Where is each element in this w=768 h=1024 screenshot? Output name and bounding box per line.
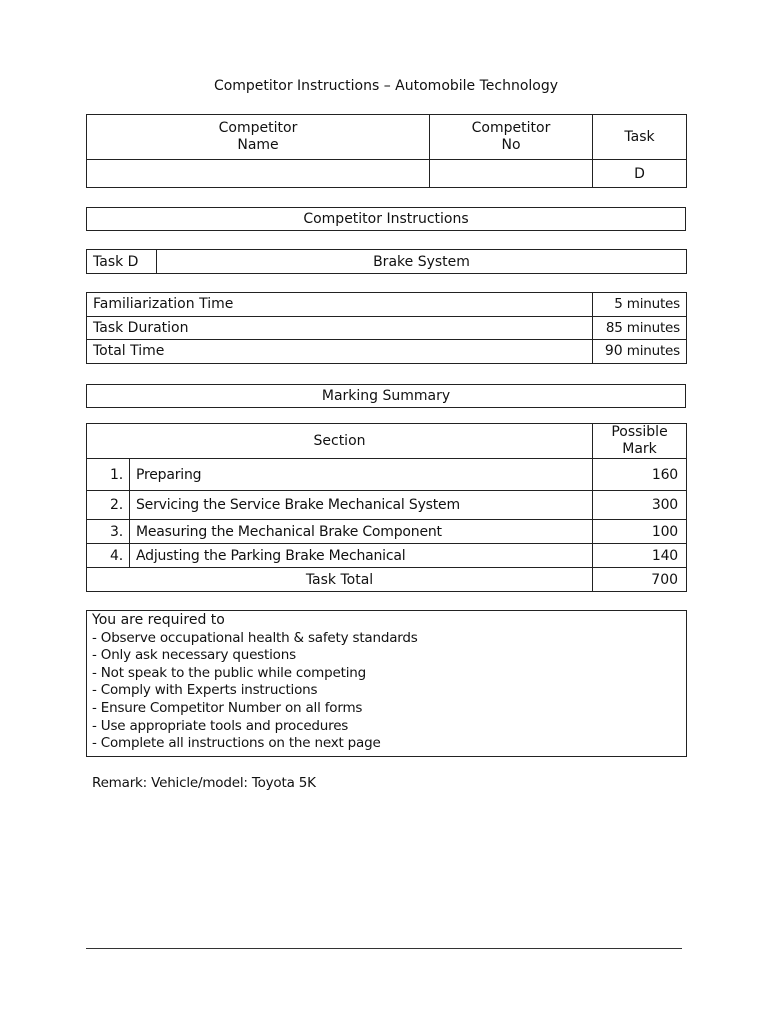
timing-unit: minutes bbox=[626, 296, 680, 313]
section-name: Preparing bbox=[130, 459, 593, 491]
requirements-box bbox=[86, 610, 687, 757]
document-title: Competitor Instructions – Automobile Technology bbox=[213, 78, 559, 94]
section-mark: 160 bbox=[593, 459, 687, 491]
requirement-item: - Observe occupational health & safety standards bbox=[92, 629, 418, 646]
marking-summary-heading: Marking Summary bbox=[87, 385, 686, 408]
section-number: 1. bbox=[87, 459, 130, 491]
requirement-item: - Complete all instructions on the next page bbox=[92, 735, 381, 752]
instructions-heading: Competitor Instructions bbox=[87, 208, 686, 231]
section-name: Adjusting the Parking Brake Mechanical bbox=[130, 544, 593, 568]
task-total-label: Task Total bbox=[87, 568, 593, 592]
section-name: Measuring the Mechanical Brake Component bbox=[130, 520, 593, 544]
competitor-no-header-line2: No bbox=[501, 137, 521, 153]
requirement-item: - Use appropriate tools and procedures bbox=[92, 717, 349, 734]
competitor-info-table bbox=[86, 114, 687, 188]
section-number: 4. bbox=[87, 544, 130, 568]
timing-unit: minutes bbox=[626, 343, 680, 360]
competitor-no-field[interactable] bbox=[430, 160, 593, 188]
timing-number: 5 bbox=[614, 296, 623, 313]
possible-mark-header-line1: Possible bbox=[611, 424, 668, 440]
marking-summary-heading-box bbox=[86, 384, 686, 408]
section-number: 2. bbox=[87, 491, 130, 520]
competitor-name-field[interactable] bbox=[87, 160, 430, 188]
timing-label: Total Time bbox=[87, 340, 593, 364]
marks-table bbox=[86, 423, 687, 592]
requirements-heading: You are required to bbox=[92, 612, 225, 628]
timing-number: 85 bbox=[605, 319, 623, 336]
section-number: 3. bbox=[87, 520, 130, 544]
requirement-item: - Ensure Competitor Number on all forms bbox=[92, 699, 363, 716]
timing-unit: minutes bbox=[626, 319, 680, 336]
section-mark: 140 bbox=[593, 544, 687, 568]
instructions-heading-box bbox=[86, 207, 686, 231]
task-name: Brake System bbox=[157, 250, 687, 274]
task-header: Task bbox=[593, 115, 687, 160]
possible-mark-header bbox=[593, 424, 687, 459]
timing-value bbox=[593, 340, 687, 364]
competitor-name-header bbox=[87, 115, 430, 160]
requirement-item: - Only ask necessary questions bbox=[92, 647, 296, 664]
competitor-no-header-line1: Competitor bbox=[471, 120, 551, 136]
footer-divider bbox=[86, 948, 682, 949]
timing-table bbox=[86, 292, 687, 364]
timing-value bbox=[593, 316, 687, 340]
timing-number: 90 bbox=[604, 343, 623, 360]
task-code: Task D bbox=[87, 250, 157, 274]
competitor-name-header-line2: Name bbox=[237, 137, 279, 153]
timing-label: Task Duration bbox=[87, 316, 593, 340]
section-header: Section bbox=[87, 424, 593, 459]
task-value: D bbox=[593, 160, 687, 188]
section-mark: 300 bbox=[593, 491, 687, 520]
section-name: Servicing the Service Brake Mechanical System bbox=[130, 491, 593, 520]
possible-mark-header-line2: Mark bbox=[622, 441, 657, 457]
section-mark: 100 bbox=[593, 520, 687, 544]
timing-label: Familiarization Time bbox=[87, 293, 593, 317]
task-table bbox=[86, 249, 687, 274]
timing-value bbox=[593, 293, 687, 317]
vehicle-remark: Remark: Vehicle/model: Toyota 5K bbox=[92, 775, 316, 791]
requirement-item: - Comply with Experts instructions bbox=[92, 682, 318, 699]
task-total-value: 700 bbox=[593, 568, 687, 592]
competitor-no-header bbox=[430, 115, 593, 160]
requirement-item: - Not speak to the public while competing bbox=[92, 664, 366, 681]
competitor-name-header-line1: Competitor bbox=[218, 120, 298, 136]
